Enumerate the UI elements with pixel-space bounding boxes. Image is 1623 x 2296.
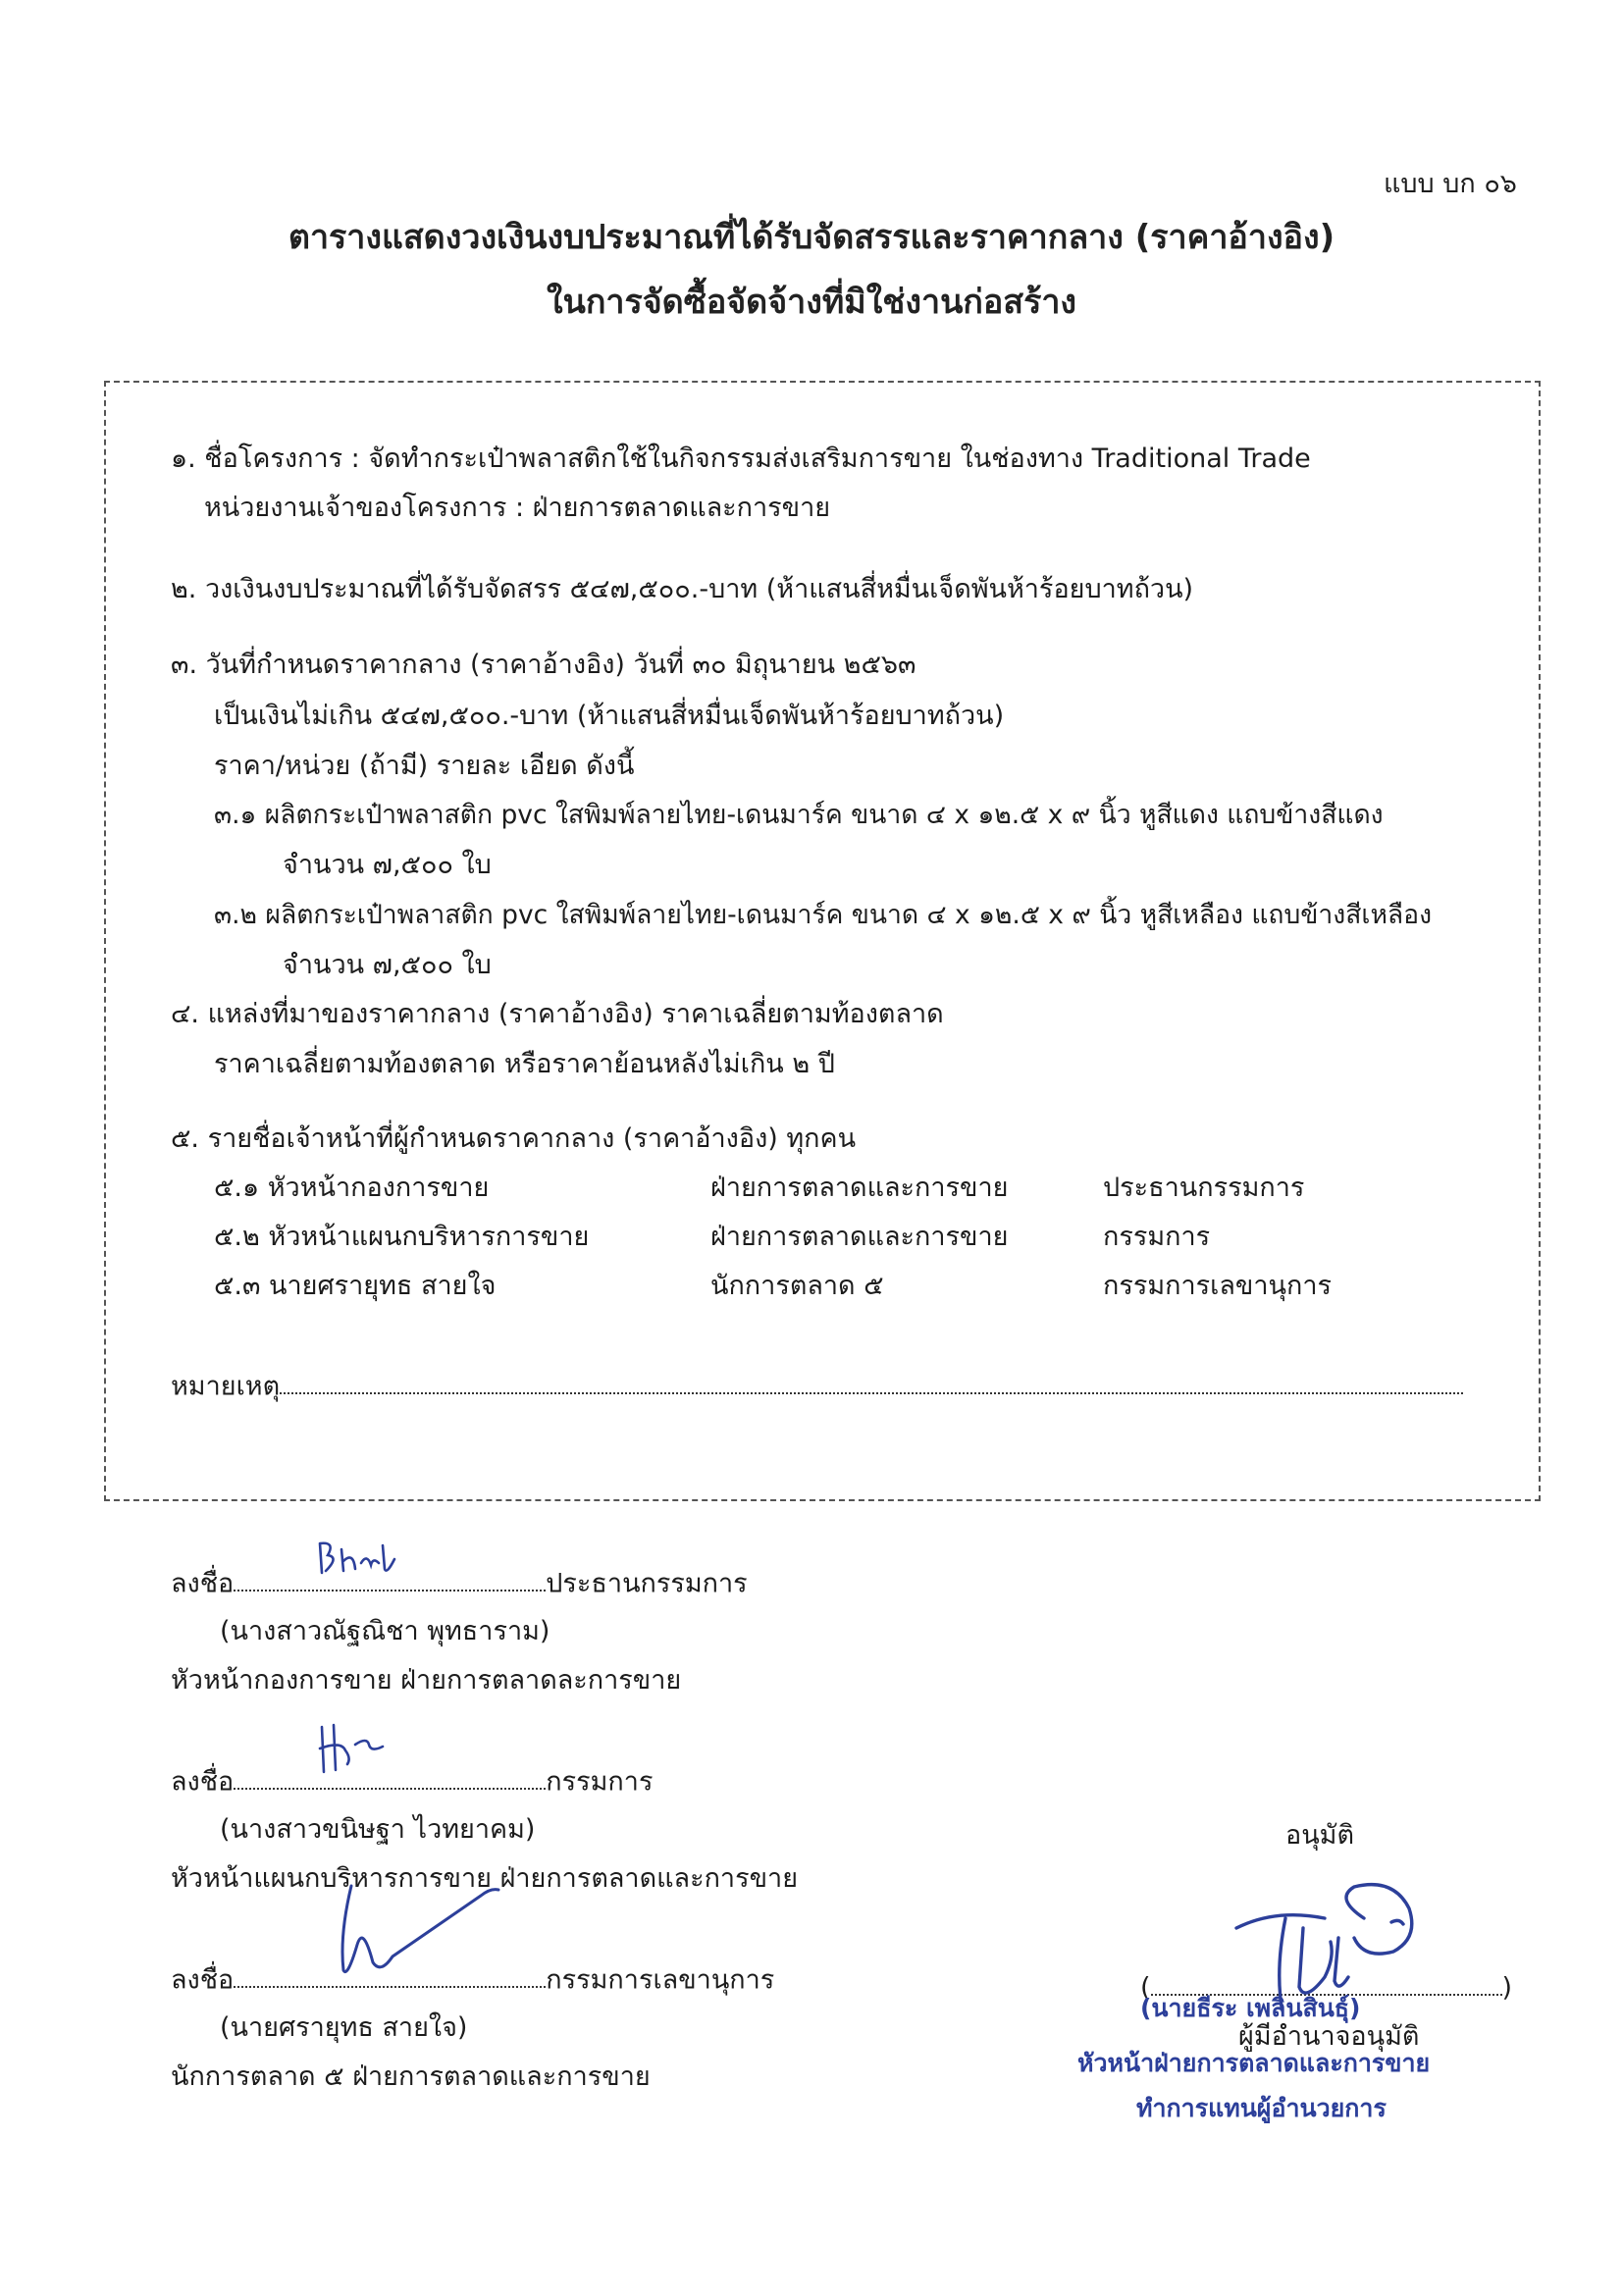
committee-row-name: ๕.๓ นายศรายุทธ สายใจ bbox=[214, 1271, 497, 1301]
committee-row-name: ๕.๑ หัวหน้ากองการขาย bbox=[214, 1173, 490, 1203]
sign-role: กรรมการเลขานุการ bbox=[546, 1964, 775, 1996]
signer-position: นักการตลาด ๕ ฝ่ายการตลาดและการขาย bbox=[171, 2061, 651, 2092]
approver-name-stamp: (นายธีระ เพลินสินธุ์) bbox=[1140, 1994, 1361, 2022]
item-3-2: ๓.๒ ผลิตกระเป๋าพลาสติก pvc ใสพิมพ์ลายไทย-เดนมาร์ค ขนาด ๔ x ๑๒.๕ x ๙ นิ้ว หูสีเหลือง แถบข้างสีเหลือง bbox=[214, 900, 1433, 930]
item-3-1: ๓.๑ ผลิตกระเป๋าพลาสติก pvc ใสพิมพ์ลายไทย-เดนมาร์ค ขนาด ๔ x ๑๒.๕ x ๙ นิ้ว หูสีแดง แถบข้างสีแดง bbox=[214, 800, 1384, 830]
signature-approver-handwriting bbox=[1217, 1879, 1442, 2026]
committee-heading: ๕. รายชื่อเจ้าหน้าที่ผู้กำหนดราคากลาง (ราคาอ้างอิง) ทุกคน bbox=[171, 1123, 857, 1154]
reference-amount: เป็นเงินไม่เกิน ๕๔๗,๕๐๐.-บาท (ห้าแสนสี่หมื่นเจ็ดพันห้าร้อยบาทถ้วน) bbox=[214, 701, 1005, 731]
paren-close: ) bbox=[1501, 1972, 1513, 2004]
price-source: ๔. แหล่งที่มาของราคากลาง (ราคาอ้างอิง) ราคาเฉลี่ยตามท้องตลาด bbox=[171, 999, 944, 1029]
remark-dotted-line bbox=[280, 1369, 1463, 1394]
budget-line: ๒. วงเงินงบประมาณที่ได้รับจัดสรร ๕๔๗,๕๐๐.-บาท (ห้าแสนสี่หมื่นเจ็ดพันห้าร้อยบาทถ้วน) bbox=[171, 574, 1194, 604]
committee-row-name: ๕.๒ หัวหน้าแผนกบริหารการขาย bbox=[214, 1222, 590, 1252]
signature-line-chair bbox=[171, 1566, 748, 1600]
approver-stamp-line2: ทำการแทนผู้อำนวยการ bbox=[1136, 2094, 1387, 2122]
approver-authority: ผู้มีอำนาจอนุมัติ bbox=[1238, 2021, 1420, 2052]
signer-name: (นายศรายุทธ สายใจ) bbox=[220, 2012, 468, 2043]
signature-secretary-handwriting bbox=[334, 1876, 510, 1984]
remark-line bbox=[171, 1369, 1463, 1403]
sign-role: กรรมการ bbox=[546, 1766, 654, 1798]
committee-row-dept: ฝ่ายการตลาดและการขาย bbox=[710, 1222, 1009, 1252]
signer-name: (นางสาวณัฐณิชา พุทธาราม) bbox=[220, 1616, 550, 1646]
committee-row-dept: นักการตลาด ๕ bbox=[710, 1271, 884, 1301]
item-3-2-qty: จำนวน ๗,๕๐๐ ใบ bbox=[283, 950, 492, 980]
approval-label: อนุมัติ bbox=[1285, 1820, 1355, 1851]
paren-open: ( bbox=[1140, 1972, 1151, 2004]
item-3-1-qty: จำนวน ๗,๕๐๐ ใบ bbox=[283, 850, 492, 880]
remark-label: หมายเหตุ bbox=[171, 1371, 281, 1402]
committee-row-role: กรรมการ bbox=[1103, 1222, 1211, 1252]
reference-date: ๓. วันที่กำหนดราคากลาง (ราคาอ้างอิง) วันที่ ๓๐ มิถุนายน ๒๕๖๓ bbox=[171, 650, 916, 680]
signer-position: หัวหน้ากองการขาย ฝ่ายการตลาดละการขาย bbox=[171, 1665, 682, 1696]
project-name: ๑. ชื่อโครงการ : จัดทำกระเป๋าพลาสติกใช้ในกิจกรรมส่งเสริมการขาย ในช่องทาง Traditional Trade bbox=[171, 444, 1311, 474]
committee-row-dept: ฝ่ายการตลาดและการขาย bbox=[710, 1173, 1009, 1203]
sign-label: ลงชื่อ bbox=[171, 1568, 235, 1599]
signature-chair-handwriting bbox=[314, 1536, 402, 1585]
committee-row-role: กรรมการเลขานุการ bbox=[1103, 1271, 1333, 1301]
form-number: แบบ บก ๐๖ bbox=[1384, 169, 1517, 199]
signer-name: (นางสาวขนิษฐา ไวทยาคม) bbox=[220, 1814, 536, 1845]
details-box bbox=[104, 381, 1541, 1501]
sign-label: ลงชื่อ bbox=[171, 1766, 235, 1798]
document-title: ตารางแสดงวงเงินงบประมาณที่ได้รับจัดสรรและราคากลาง (ราคาอ้างอิง) bbox=[288, 218, 1335, 257]
project-owner: หน่วยงานเจ้าของโครงการ : ฝ่ายการตลาดและการขาย bbox=[204, 493, 831, 523]
approver-stamp-line1: หัวหน้าฝ่ายการตลาดและการขาย bbox=[1077, 2049, 1431, 2077]
document-subtitle: ในการจัดซื้อจัดจ้างที่มิใช่งานก่อสร้าง bbox=[546, 283, 1077, 322]
committee-row-role: ประธานกรรมการ bbox=[1103, 1173, 1305, 1203]
sign-label: ลงชื่อ bbox=[171, 1964, 235, 1996]
price-source-detail: ราคาเฉลี่ยตามท้องตลาด หรือราคาย้อนหลังไม่เกิน ๒ ปี bbox=[214, 1049, 835, 1079]
signer-position: หัวหน้าแผนกบริหารการขาย ฝ่ายการตลาดและการขาย bbox=[171, 1863, 799, 1894]
signature-line-member bbox=[171, 1764, 653, 1799]
sign-role: ประธานกรรมการ bbox=[546, 1568, 748, 1599]
signature-member-handwriting bbox=[312, 1719, 400, 1778]
unit-price-heading: ราคา/หน่วย (ถ้ามี) รายละ เอียด ดังนี้ bbox=[214, 751, 635, 781]
